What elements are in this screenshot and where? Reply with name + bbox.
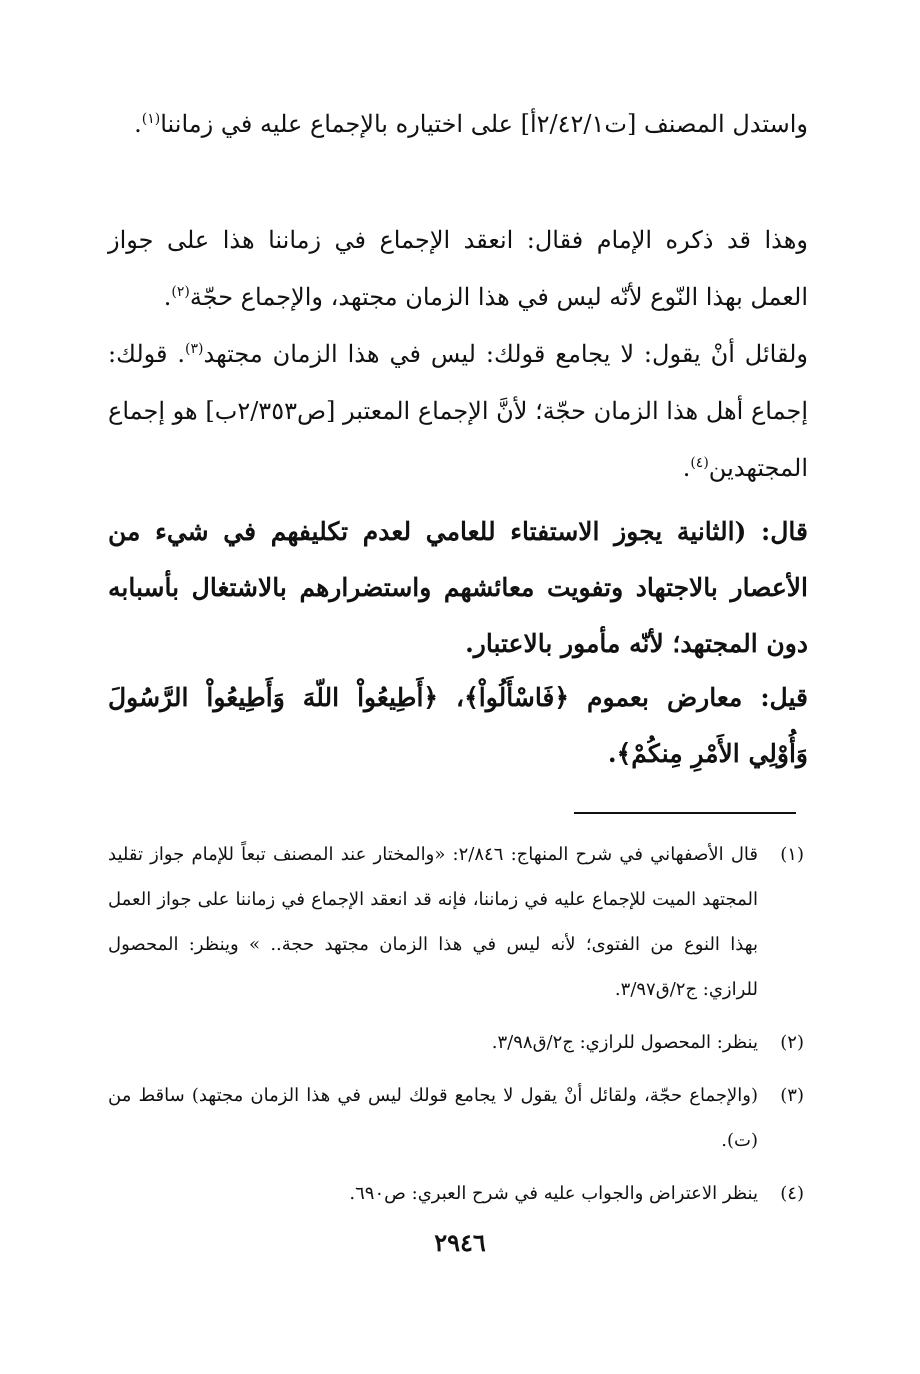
paragraph-2 (108, 212, 808, 326)
footnote-ref-2: (٢) (171, 284, 190, 300)
page-number: ٢٩٤٦ (434, 1228, 486, 1257)
paragraph-1 (108, 96, 808, 153)
paragraph-3 (108, 326, 808, 497)
paragraph-5 (108, 670, 808, 782)
footnote-1 (108, 832, 804, 1012)
footnote-text: ينظر الاعتراض والجواب عليه في شرح العبري: ص٦٩٠. (349, 1183, 758, 1204)
paragraph-3-text: ولقائل أنْ يقول: لا يجامع قولك: ليس في هذا الزمان مجتهد (203, 340, 808, 368)
paragraph-1-end: . (134, 110, 142, 138)
paragraph-4 (108, 504, 808, 672)
footnote-text: ينظر: المحصول للرازي: ج٢/ق٣/٩٨. (491, 1032, 758, 1053)
paragraph-3-end: . (682, 454, 691, 482)
footnote-ref-4: (٤) (690, 455, 709, 471)
footnote-ref-1: (١) (141, 111, 161, 127)
paragraph-4-text: قال: (الثانية يجوز الاستفتاء للعامي لعدم تكليفهم في شيء من الأعصار بالاجتهاد وتفويت معائشهم واستضرارهم بالاشتغال بأسبابه دون المجتهد؛ لأنّه مأمور بالاعتبار. (108, 517, 808, 658)
paragraph-3-mid: . قولك: إجماع أهل هذا الزمان حجّة؛ لأنَّ الإجماع المعتبر [ص٢/٣٥٣ب] هو إجماع المجتهدين (108, 340, 809, 482)
footnote-number: (٢) (780, 1032, 804, 1053)
footnote-text: (والإجماع حجّة، ولقائل أنْ يقول لا يجامع قولك ليس في هذا الزمان مجتهد) ساقط من (ت). (108, 1085, 758, 1151)
footnotes (108, 832, 804, 1224)
footnote-text: قال الأصفهاني في شرح المنهاج: ٢/٨٤٦: «والمختار عند المصنف تبعاً للإمام جواز تقليد المجتهد الميت للإجماع عليه في زماننا، فإنه قد انعقد الإجماع في زماننا على جواز العمل بهذا النوع من الفتوى؛ لأنه ليس في هذا الزمان مجتهد حجة.. » وينظر: المحصول للرازي: ج٢/ق٣/٩٧. (108, 844, 758, 1000)
paragraph-2-end: . (163, 283, 172, 311)
footnote-number: (١) (780, 844, 804, 865)
footnote-3 (108, 1073, 804, 1163)
footnote-ref-3: (٣) (185, 341, 204, 357)
footnote-4 (108, 1171, 804, 1216)
footnote-number: (٤) (780, 1183, 804, 1204)
footnote-separator (574, 812, 796, 814)
paragraph-1-text: واستدل المصنف [ت٢/٤٢/١أ] على اختياره بالإجماع عليه في زماننا (160, 110, 808, 138)
paragraph-2-text: وهذا قد ذكره الإمام فقال: انعقد الإجماع في زماننا هذا على جواز العمل بهذا النّوع لأنّه ليس في هذا الزمان مجتهد، والإجماع حجّة (108, 226, 808, 311)
paragraph-5-text: قيل: معارض بعموم ﴿فَاسْأَلُواْ﴾، ﴿أَطِيعُواْ اللّهَ وَأَطِيعُواْ الرَّسُولَ وَأُوْلِي الأَمْرِ مِنكُمْ﴾. (108, 683, 808, 768)
footnote-2 (108, 1020, 804, 1065)
footnote-number: (٣) (780, 1085, 804, 1106)
